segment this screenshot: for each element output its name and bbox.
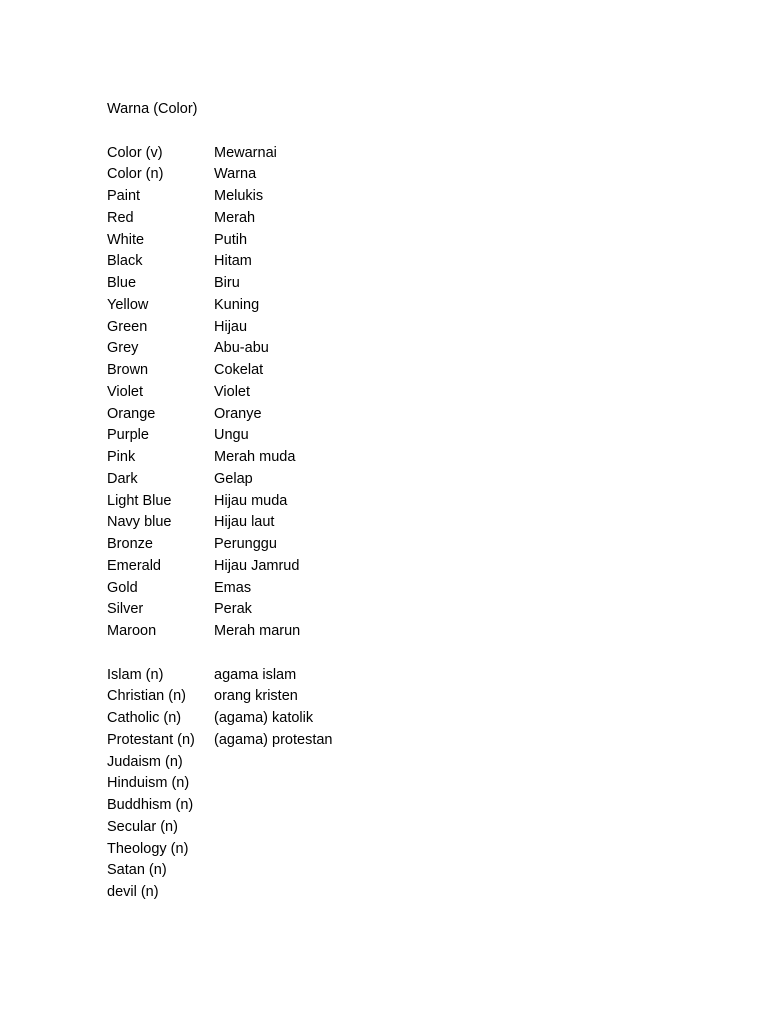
vocab-row	[107, 882, 707, 904]
vocab-row	[107, 491, 707, 513]
vocab-english-term: Emerald	[107, 557, 161, 574]
vocab-indonesian-term: Oranye	[214, 405, 262, 422]
vocab-english-term: Bronze	[107, 536, 153, 552]
vocab-english-term: Catholic (n)	[107, 710, 182, 726]
vocab-indonesian-term: Hijau laut	[214, 514, 275, 531]
vocab-indonesian-term: Hijau	[214, 318, 248, 335]
vocab-row	[107, 338, 707, 360]
vocab-english-term: Paint	[107, 188, 141, 204]
vocab-english-term: Buddhism (n)	[107, 797, 194, 813]
vocab-indonesian-term	[214, 795, 707, 817]
vocab-indonesian-term: Perak	[214, 601, 252, 618]
vocab-row	[107, 556, 707, 578]
vocab-english-term: Color (n)	[107, 166, 164, 183]
vocab-english-term: Dark	[107, 470, 138, 487]
vocab-indonesian-term	[214, 882, 707, 904]
vocab-row	[107, 773, 707, 795]
document-page	[107, 99, 707, 904]
vocab-indonesian-term: Mewarnai	[214, 144, 277, 161]
vocab-indonesian-term: Ungu	[214, 427, 249, 444]
vocab-indonesian-term: Cokelat	[214, 362, 264, 378]
vocab-row	[107, 512, 707, 534]
vocab-row	[107, 752, 707, 774]
vocab-english-term: Islam (n)	[107, 666, 164, 683]
vocab-indonesian-term: Melukis	[214, 188, 264, 204]
document-title-text: Warna (Color)	[107, 101, 198, 117]
vocab-english-term: Black	[107, 253, 143, 270]
vocab-row	[107, 273, 707, 295]
vocab-indonesian-term: agama islam	[214, 666, 297, 683]
vocab-row	[107, 817, 707, 839]
vocab-indonesian-term: Gelap	[214, 470, 253, 487]
vocab-indonesian-term: Kuning	[214, 296, 260, 313]
vocab-english-term: Theology (n)	[107, 840, 189, 857]
vocab-row	[107, 599, 707, 621]
vocab-indonesian-term: Warna	[214, 166, 257, 183]
vocab-english-term: Secular (n)	[107, 818, 178, 835]
vocab-indonesian-term	[214, 860, 707, 882]
vocab-indonesian-term	[214, 817, 707, 839]
vocab-english-term: Navy blue	[107, 514, 172, 531]
vocab-english-term: Orange	[107, 405, 156, 422]
vocab-row	[107, 208, 707, 230]
vocab-row	[107, 860, 707, 882]
blank-line	[107, 643, 707, 665]
vocab-row	[107, 143, 707, 165]
vocab-english-term: Judaism (n)	[107, 753, 183, 770]
vocab-english-term: Green	[107, 318, 148, 335]
document-title	[107, 99, 707, 121]
vocab-indonesian-term: Merah	[214, 209, 256, 226]
vocab-row	[107, 317, 707, 339]
vocab-row	[107, 164, 707, 186]
vocab-english-term: Silver	[107, 601, 144, 618]
vocab-english-term: Satan (n)	[107, 862, 167, 879]
vocab-row	[107, 230, 707, 252]
vocab-row	[107, 795, 707, 817]
colors-vocabulary-list	[107, 143, 707, 643]
vocab-english-term: Maroon	[107, 623, 157, 639]
vocab-indonesian-term: Hitam	[214, 253, 252, 270]
vocab-indonesian-term	[214, 773, 707, 795]
vocab-indonesian-term: Emas	[214, 579, 252, 596]
vocab-indonesian-term: orang kristen	[214, 688, 298, 705]
vocab-indonesian-term: Abu-abu	[214, 340, 269, 357]
vocab-row	[107, 425, 707, 447]
vocab-indonesian-term: Violet	[214, 383, 251, 400]
vocab-indonesian-term: Merah marun	[214, 623, 301, 639]
vocab-indonesian-term	[214, 752, 707, 774]
vocab-row	[107, 708, 707, 730]
vocab-english-term: Brown	[107, 362, 149, 378]
vocab-row	[107, 621, 707, 643]
vocab-english-term: devil (n)	[107, 884, 159, 900]
blank-line	[107, 121, 707, 143]
vocab-indonesian-term: (agama) protestan	[214, 731, 333, 748]
vocab-row	[107, 251, 707, 273]
vocab-row	[107, 665, 707, 687]
vocab-english-term: Pink	[107, 449, 136, 465]
vocab-english-term: Grey	[107, 340, 139, 357]
religion-vocabulary-list	[107, 665, 707, 904]
vocab-row	[107, 839, 707, 861]
vocab-indonesian-term: (agama) katolik	[214, 710, 314, 726]
vocab-indonesian-term: Hijau muda	[214, 492, 288, 509]
vocab-indonesian-term: Hijau Jamrud	[214, 557, 300, 574]
vocab-english-term: Violet	[107, 383, 144, 400]
vocab-indonesian-term: Merah muda	[214, 449, 296, 465]
vocab-row	[107, 404, 707, 426]
vocab-indonesian-term: Biru	[214, 275, 240, 291]
vocab-english-term: Protestant (n)	[107, 731, 195, 748]
vocab-row	[107, 730, 707, 752]
vocab-english-term: Blue	[107, 275, 137, 291]
vocab-row	[107, 295, 707, 317]
vocab-english-term: White	[107, 231, 145, 248]
vocab-row	[107, 186, 707, 208]
vocab-indonesian-term	[214, 839, 707, 861]
vocab-english-term: Hinduism (n)	[107, 775, 190, 792]
vocab-row	[107, 382, 707, 404]
vocab-english-term: Purple	[107, 427, 149, 444]
vocab-indonesian-term: Putih	[214, 231, 248, 248]
vocab-english-term: Gold	[107, 579, 138, 596]
vocab-row	[107, 534, 707, 556]
vocab-row	[107, 469, 707, 491]
vocab-english-term: Red	[107, 209, 134, 226]
vocab-english-term: Color (v)	[107, 144, 163, 161]
vocab-english-term: Yellow	[107, 296, 149, 313]
vocab-english-term: Christian (n)	[107, 688, 186, 705]
vocab-row	[107, 360, 707, 382]
vocab-row	[107, 578, 707, 600]
vocab-english-term: Light Blue	[107, 492, 172, 509]
vocab-indonesian-term: Perunggu	[214, 536, 277, 552]
vocab-row	[107, 447, 707, 469]
vocab-row	[107, 686, 707, 708]
